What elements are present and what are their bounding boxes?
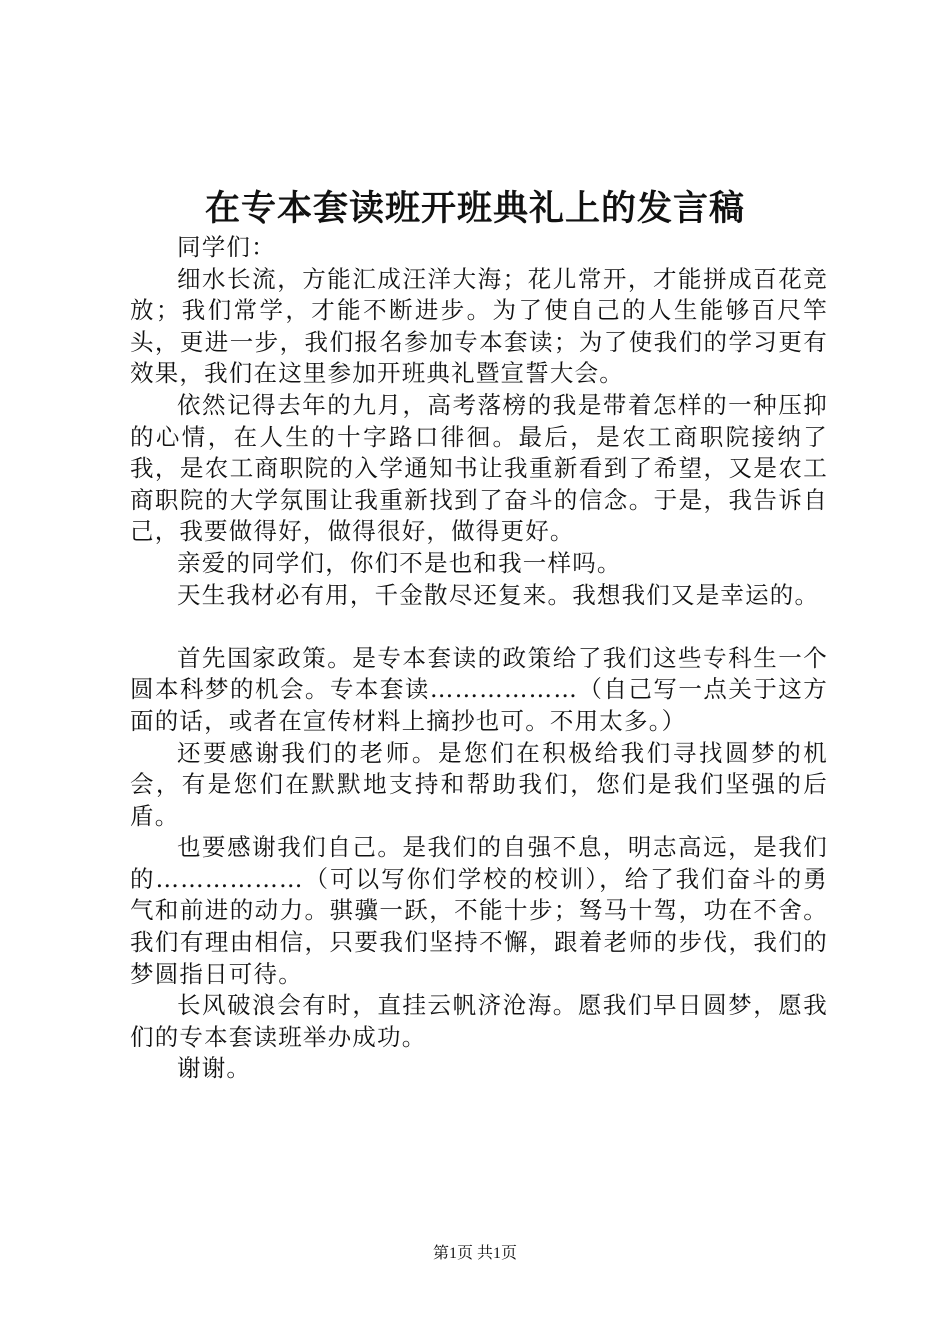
closing: 谢谢。: [177, 1054, 252, 1083]
paragraph: 长风破浪会有时，直挂云帆济沧海。愿我们早日圆梦，愿我们的专本套读班举办成功。: [130, 991, 828, 1051]
paragraph: 细水长流，方能汇成汪洋大海；花儿常开，才能拼成百花竞放；我们常学，才能不断进步。为了使自己的人生能够百尺竿头，更进一步，我们报名参加专本套读；为了使我们的学习更有效果，我们在这里参加开班典礼暨宣誓大会。: [130, 264, 828, 388]
paragraph: 也要感谢我们自己。是我们的自强不息，明志高远，是我们的………………（可以写你们学校的校训），给了我们奋斗的勇气和前进的动力。骐骥一跃，不能十步；驽马十驾，功在不舍。我们有理由相信，只要我们坚持不懈，跟着老师的步伐，我们的梦圆指日可待。: [130, 833, 828, 988]
document-title: 在专本套读班开班典礼上的发言稿: [204, 188, 745, 229]
paragraph: 还要感谢我们的老师。是您们在积极给我们寻找圆梦的机会，有是您们在默默地支持和帮助我们，您们是我们坚强的后盾。: [130, 738, 828, 830]
paragraph: 首先国家政策。是专本套读的政策给了我们这些专科生一个圆本科梦的机会。专本套读………………（自己写一点关于这方面的话，或者在宣传材料上摘抄也可。不用太多。）: [130, 643, 828, 735]
page-footer: 第1页 共1页: [432, 1245, 517, 1262]
document-body: [130, 232, 828, 1085]
paragraph: 天生我材必有用，千金散尽还复来。我想我们又是幸运的。: [177, 580, 820, 609]
paragraph: 亲爱的同学们，你们不是也和我一样吗。: [177, 548, 622, 577]
blank-line: [130, 611, 828, 643]
paragraph: 依然记得去年的九月，高考落榜的我是带着怎样的一种压抑的心情，在人生的十字路口徘徊。最后，是农工商职院接纳了我，是农工商职院的入学通知书让我重新看到了希望，又是农工商职院的大学氛围让我重新找到了奋斗的信念。于是，我告诉自己，我要做得好，做得很好，做得更好。: [130, 390, 828, 546]
salutation: 同学们：: [177, 233, 276, 261]
